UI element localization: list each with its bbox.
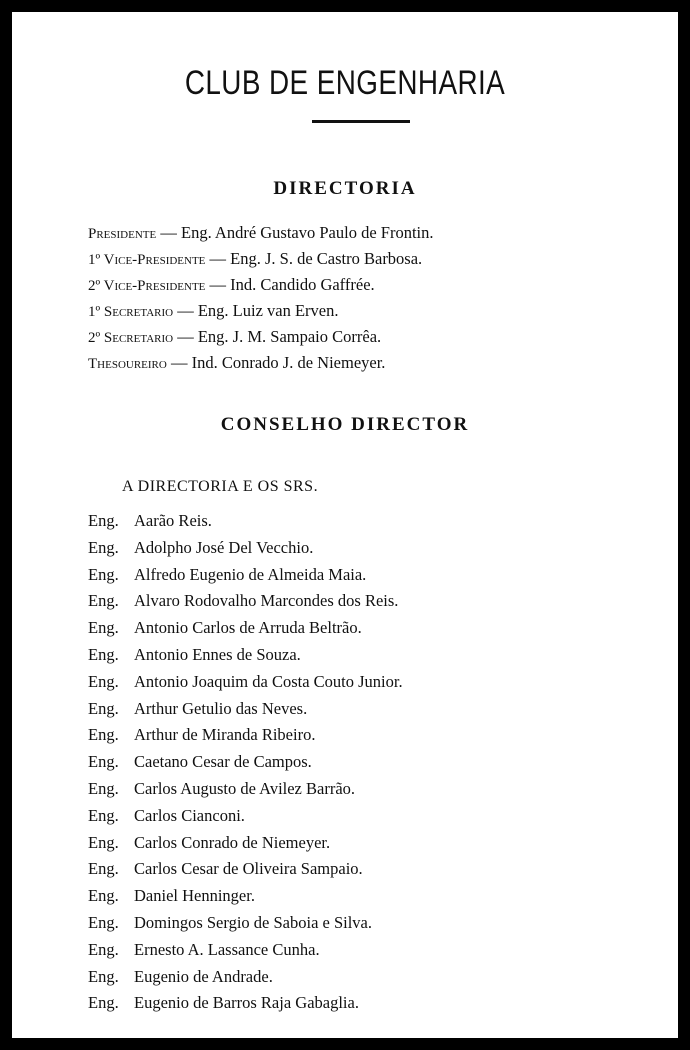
page-title: CLUB DE ENGENHARIA	[184, 64, 506, 102]
officer-row: 2º Vice-Presidente — Ind. Candido Gaffrée.	[88, 275, 375, 294]
member-row	[88, 749, 403, 776]
member-name: Daniel Henninger.	[134, 886, 255, 906]
officer-name: Eng. J. S. de Castro Barbosa.	[230, 249, 423, 268]
member-row	[88, 508, 403, 535]
officer-role: 2º Vice-Presidente	[88, 278, 206, 294]
member-prefix: Eng.	[88, 832, 119, 852]
officers-list	[88, 220, 434, 376]
officer-row: 1º Vice-Presidente — Eng. J. S. de Castro Barbosa.	[88, 249, 423, 268]
member-row	[88, 964, 403, 991]
member-prefix: Eng.	[88, 564, 119, 584]
member-row	[88, 776, 403, 803]
officer-role: 1º Vice-Presidente	[88, 252, 206, 268]
directoria-heading: DIRECTORIA	[273, 178, 417, 199]
officer-name: Eng. André Gustavo Paulo de Frontin.	[180, 223, 434, 242]
document-page	[12, 12, 678, 1038]
officer-role: Thesoureiro	[88, 356, 167, 372]
member-name: Eugenio de Andrade.	[134, 966, 273, 986]
member-prefix: Eng.	[88, 939, 119, 959]
officer-name: Eng. Luiz van Erven.	[197, 301, 339, 320]
member-name: Aarão Reis.	[134, 511, 212, 530]
member-prefix: Eng.	[88, 618, 119, 638]
member-prefix: Eng.	[88, 671, 119, 691]
member-name: Carlos Cianconi.	[134, 805, 245, 825]
member-prefix: Eng.	[88, 511, 119, 530]
officer-row: 1º Secretario — Eng. Luiz van Erven.	[88, 301, 339, 320]
officer-row: Presidente — Eng. André Gustavo Paulo de Frontin.	[88, 223, 434, 242]
member-prefix: Eng.	[88, 912, 119, 932]
member-prefix: Eng.	[88, 725, 119, 745]
member-row	[88, 856, 403, 883]
member-name: Arthur Getulio das Neves.	[134, 698, 308, 718]
officer-name: Ind. Candido Gaffrée.	[230, 275, 375, 294]
member-row	[88, 535, 403, 562]
officer-role: 2º Secretario	[88, 330, 174, 346]
members-list	[88, 508, 403, 1017]
member-row	[88, 830, 403, 857]
member-prefix: Eng.	[88, 859, 119, 879]
officer-role: 1º Secretario	[88, 304, 174, 320]
member-name: Carlos Conrado de Niemeyer.	[134, 832, 331, 852]
member-prefix: Eng.	[88, 644, 119, 664]
member-row	[88, 562, 403, 589]
officer-name: Ind. Conrado J. de Niemeyer.	[191, 353, 386, 372]
conselho-intro: A DIRECTORIA E OS SRS.	[122, 478, 319, 495]
member-name: Alvaro Rodovalho Marcondes dos Reis.	[134, 591, 399, 611]
member-prefix: Eng.	[88, 805, 119, 825]
member-prefix: Eng.	[88, 778, 119, 798]
officer-role: Presidente	[88, 226, 157, 242]
officer-row: 2º Secretario — Eng. J. M. Sampaio Corrêa.	[88, 327, 382, 346]
member-row	[88, 910, 403, 937]
member-name: Ernesto A. Lassance Cunha.	[134, 939, 320, 959]
member-prefix: Eng.	[88, 698, 119, 718]
member-name: Carlos Augusto de Avilez Barrão.	[134, 778, 356, 798]
member-prefix: Eng.	[88, 752, 119, 772]
member-name: Carlos Cesar de Oliveira Sampaio.	[134, 859, 363, 879]
member-name: Antonio Carlos de Arruda Beltrão.	[134, 618, 362, 638]
member-name: Alfredo Eugenio de Almeida Maia.	[134, 564, 367, 584]
member-name: Antonio Joaquim da Costa Couto Junior.	[134, 671, 403, 691]
member-prefix: Eng.	[88, 886, 119, 906]
member-prefix: Eng.	[88, 966, 119, 986]
member-row	[88, 615, 403, 642]
member-name: Eugenio de Barros Raja Gabaglia.	[134, 993, 359, 1013]
officer-name: Eng. J. M. Sampaio Corrêa.	[197, 327, 382, 346]
title-rule	[312, 120, 410, 123]
member-name: Caetano Cesar de Campos.	[134, 752, 312, 772]
member-row	[88, 722, 403, 749]
member-row	[88, 937, 403, 964]
member-prefix: Eng.	[88, 537, 119, 557]
member-name: Arthur de Miranda Ribeiro.	[134, 725, 316, 745]
member-row	[88, 883, 403, 910]
officer-row: Thesoureiro — Ind. Conrado J. de Niemeyer.	[88, 353, 386, 372]
member-row	[88, 696, 403, 723]
member-row	[88, 588, 403, 615]
member-row	[88, 990, 403, 1017]
member-row	[88, 642, 403, 669]
member-prefix: Eng.	[88, 591, 119, 611]
member-row	[88, 803, 403, 830]
member-name: Antonio Ennes de Souza.	[134, 644, 301, 664]
conselho-heading: CONSELHO DIRECTOR	[220, 414, 470, 435]
member-name: Adolpho José Del Vecchio.	[134, 537, 314, 557]
member-name: Domingos Sergio de Saboia e Silva.	[134, 912, 373, 932]
member-row	[88, 669, 403, 696]
member-prefix: Eng.	[88, 993, 119, 1013]
